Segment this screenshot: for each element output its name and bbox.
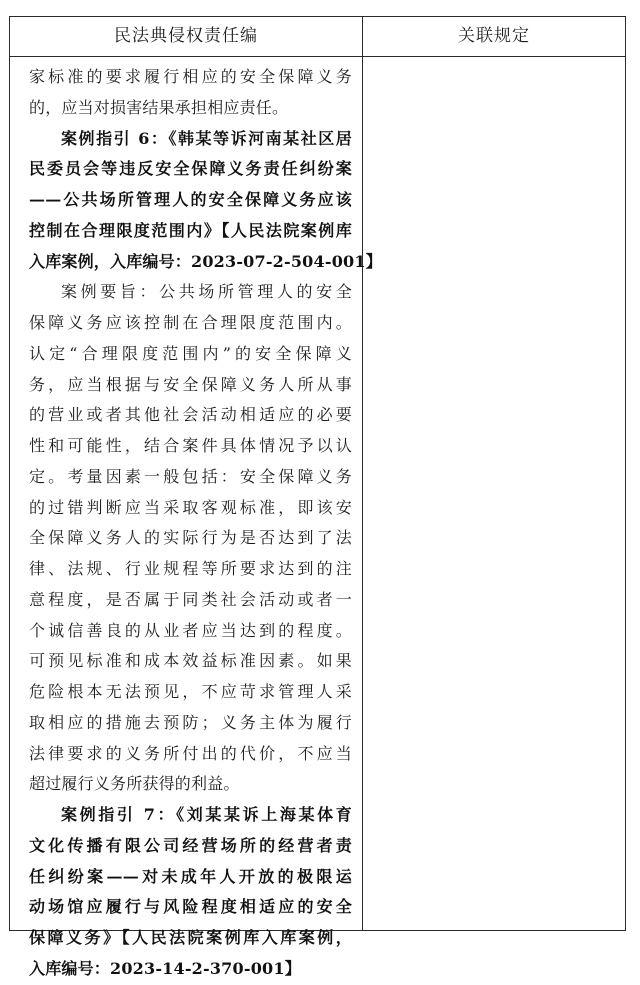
text-line: 定。考量因素一般包括：安全保障义务 bbox=[29, 466, 352, 486]
text-line: 保障义务应该控制在合理限度范围内。 bbox=[29, 313, 352, 332]
table-header-row bbox=[10, 17, 625, 57]
civil-code-column-text bbox=[10, 58, 382, 985]
text-line: 案例要旨：公共场所管理人的安全 bbox=[61, 282, 352, 302]
text-line: 入库案例，入库编号：2023-07-2-504-001】 bbox=[29, 251, 382, 271]
text-line: 家标准的要求履行相应的安全保障义务 bbox=[29, 67, 352, 86]
text-line: 取相应的措施去预防；义务主体为履行 bbox=[29, 712, 352, 732]
legal-table bbox=[9, 16, 626, 978]
text-line: 意程度，是否属于同类社会活动或者一 bbox=[29, 589, 352, 609]
header-civil-code-tort-liability: 民法典侵权责任编 bbox=[114, 26, 258, 46]
text-line: 务，应当根据与安全保障义务人所从事 bbox=[29, 374, 352, 394]
related-provisions-column bbox=[363, 58, 625, 930]
text-line: 控制在合理限度范围内》【人民法院案例库 bbox=[29, 220, 352, 240]
text-line: 危险根本无法预见，不应苛求管理人采 bbox=[29, 682, 352, 701]
text-line: 的，应当对损害结果承担相应责任。 bbox=[29, 97, 289, 117]
text-line: 律、法规、行业规程等所要求达到的注 bbox=[29, 559, 352, 578]
text-line: 案例指引 6：《韩某等诉河南某社区居 bbox=[61, 128, 352, 148]
text-line: ——公共场所管理人的安全保障义务应该 bbox=[29, 190, 352, 209]
text-line: 保障义务》【人民法院案例库入库案例， bbox=[29, 928, 352, 947]
text-line: 认定“合理限度范围内”的安全保障义 bbox=[29, 343, 352, 363]
text-line: 案例指引 7：《刘某某诉上海某体育 bbox=[61, 805, 352, 824]
text-line: 入库编号：2023-14-2-370-001】 bbox=[29, 958, 301, 978]
text-line: 性和可能性，结合案件具体情况予以认 bbox=[29, 436, 352, 455]
header-related-provisions: 关联规定 bbox=[458, 26, 530, 46]
text-line: 全保障义务人的实际行为是否达到了法 bbox=[29, 528, 352, 548]
text-line: 超过履行义务所获得的利益。 bbox=[29, 774, 240, 794]
text-line: 的营业或者其他社会活动相适应的必要 bbox=[29, 405, 352, 425]
text-line: 民委员会等违反安全保障义务责任纠纷案 bbox=[29, 159, 352, 179]
text-line: 动场馆应履行与风险程度相适应的安全 bbox=[29, 897, 352, 917]
text-line: 的过错判断应当采取客观标准，即该安 bbox=[29, 497, 352, 517]
text-line: 文化传播有限公司经营场所的经营者责 bbox=[29, 835, 352, 855]
text-line: 个诚信善良的从业者应当达到的程度。 bbox=[29, 620, 352, 640]
text-line: 任纠纷案——对未成年人开放的极限运 bbox=[29, 866, 352, 886]
text-line: 法律要求的义务所付出的代价，不应当 bbox=[29, 743, 352, 763]
text-line: 可预见标准和成本效益标准因素。如果 bbox=[29, 651, 352, 671]
